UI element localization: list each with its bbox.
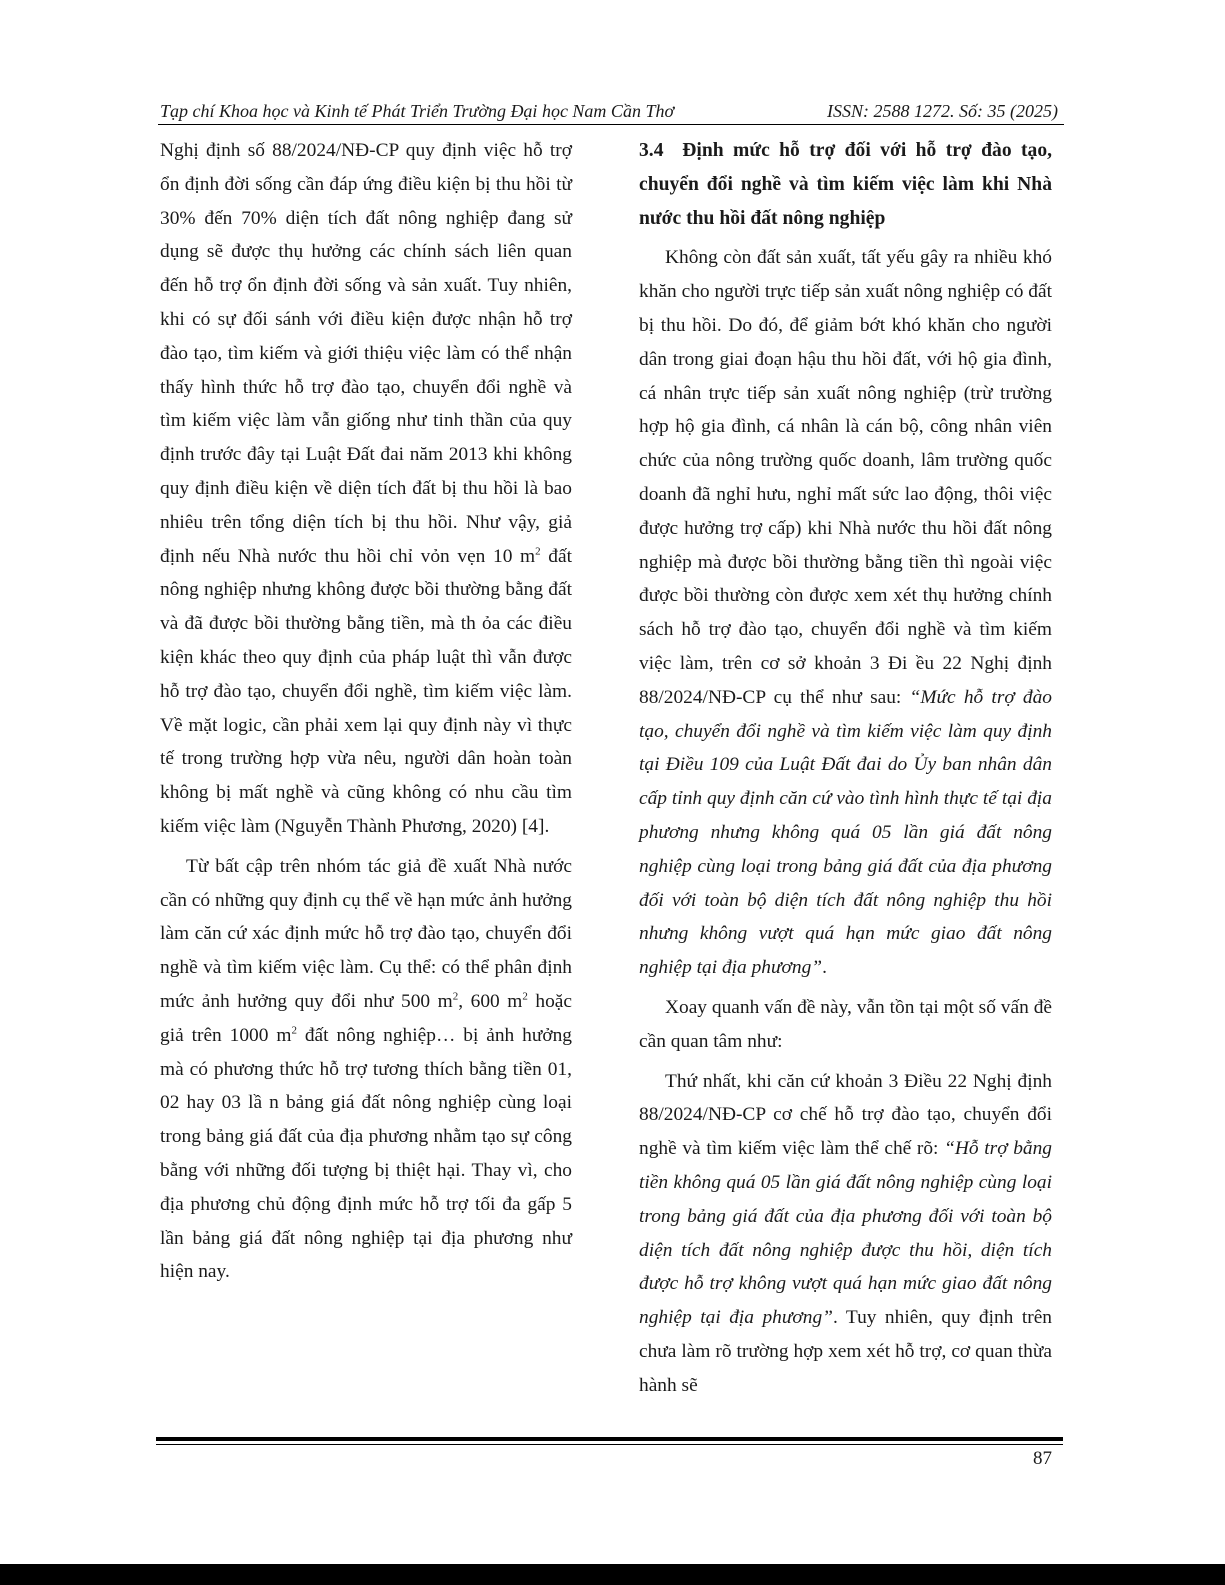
right-column xyxy=(639,134,1052,1402)
issn-issue: ISSN: 2588 1272. Số: 35 (2025) xyxy=(827,101,1058,121)
quote-decree-clause-3: “Hỗ trợ bằng tiền không quá 05 lần giá đất nông nghiệp cùng loại trong bảng giá đất của địa phương đối với toàn bộ diện tích đất nông nghiệp được thu hồi, diện tích được hỗ trợ không vượt quá hạn mức giao đất nông nghiệp tại địa phương” xyxy=(639,1138,1052,1329)
section-heading xyxy=(639,134,1052,235)
header-rule xyxy=(158,124,1064,125)
left-column xyxy=(160,134,572,1289)
footer-rule-thick xyxy=(156,1437,1063,1441)
left-paragraph-1: Nghị định số 88/2024/NĐ-CP quy định việc hỗ trợ ổn định đời sống cần đáp ứng điều kiện bị thu hồi từ 30% đến 70% diện tích đất nông nghiệp đang sử dụng sẽ được thụ hưởng các chính sách liên quan đến hỗ trợ ổn định đời sống và sản xuất. Tuy nhiên, khi có sự đối sánh với điều kiện được nhận hỗ trợ đào tạo, tìm kiếm và giới thiệu việc làm có thể nhận thấy hình thức hỗ trợ đào tạo, chuyển đổi nghề và tìm kiếm việc làm vẫn giống như tinh thần của quy định trước đây tại Luật Đất đai năm 2013 khi không quy định điều kiện về diện tích đất bị thu hồi là bao nhiêu trên tổng diện tích bị thu hồi. Như vậy, giả định nếu Nhà nước thu hồi chỉ vỏn vẹn 10 $m^2$ đất nông nghiệp nhưng không được bồi thường bằng đất và đã được bồi thường bằng tiền, mà th ỏa các điều kiện khác theo quy định của pháp luật thì vẫn được hỗ trợ đào tạo, chuyển đổi nghề, tìm kiếm việc làm. Về mặt logic, cần phải xem lại quy định này vì thực tế trong trường hợp vừa nêu, người dân hoàn toàn không bị mất nghề và cũng không có nhu cầu tìm kiếm việc làm (Nguyễn Thành Phương, 2020) [4]. xyxy=(160,140,572,837)
section-title: Định mức hỗ trợ đối với hỗ trợ đào tạo, chuyển đổi nghề và tìm kiếm việc làm khi Nhà nước thu hồi đất nông nghiệp xyxy=(639,140,1053,229)
footer-rule-thin xyxy=(156,1444,1063,1445)
scan-edge-strip xyxy=(0,1564,1225,1585)
section-number: 3.4 xyxy=(639,140,664,161)
right-paragraph-1: Không còn đất sản xuất, tất yếu gây ra nhiều khó khăn cho người trực tiếp sản xuất nông nghiệp có đất bị thu hồi. Do đó, để giảm bớt khó khăn cho người dân trong giai đoạn hậu thu hồi đất, với hộ gia đình, cá nhân trực tiếp sản xuất nông nghiệp (trừ trường hợp hộ gia đình, cá nhân là cán bộ, công nhân viên chức của nông trường quốc doanh, lâm trường quốc doanh đã nghỉ hưu, nghỉ mất sức lao động, thôi việc được hưởng trợ cấp) khi Nhà nước thu hồi đất nông nghiệp mà được bồi thường bằng tiền thì ngoài việc được bồi thường còn được xem xét thụ hưởng chính sách hỗ trợ đào tạo, chuyển đổi nghề và tìm kiếm việc làm, trên cơ sở khoản 3 Đi ều 22 Nghị định 88/2024/NĐ-CP cụ thể như sau: “Mức hỗ trợ đào tạo, chuyển đổi nghề và tìm kiếm việc làm quy định tại Điều 109 của Luật Đất đai do Ủy ban nhân dân cấp tỉnh quy định căn cứ vào tình hình thực tế tại địa phương nhưng không quá 05 lần giá đất nông nghiệp cùng loại trong bảng giá đất của địa phương đối với toàn bộ diện tích đất nông nghiệp thu hồi nhưng không vượt quá hạn mức giao đất nông nghiệp tại địa phương”. xyxy=(639,247,1053,979)
right-paragraph-2: Xoay quanh vấn đề này, vẫn tồn tại một số vấn đề cần quan tâm như: xyxy=(639,996,1052,1052)
page-number: 87 xyxy=(1033,1448,1052,1469)
running-header xyxy=(158,98,1064,124)
right-paragraph-3: Thứ nhất, khi căn cứ khoản 3 Điều 22 Nghị định 88/2024/NĐ-CP cơ chế hỗ trợ đào tạo, chuyển đổi nghề và tìm kiếm việc làm thể chế rõ: “Hỗ trợ bằng tiền không quá 05 lần giá đất nông nghiệp cùng loại trong bảng giá đất của địa phương đối với toàn bộ diện tích đất nông nghiệp được thu hồi, diện tích được hỗ trợ không vượt quá hạn mức giao đất nông nghiệp tại địa phương”. Tuy nhiên, quy định trên chưa làm rõ trường hợp xem xét hỗ trợ, cơ quan thừa hành sẽ xyxy=(639,1070,1052,1396)
quote-decree-article-109: “Mức hỗ trợ đào tạo, chuyển đổi nghề và tìm kiếm việc làm quy định tại Điều 109 của Luật Đất đai do Ủy ban nhân dân cấp tỉnh quy định căn cứ vào tình hình thực tế tại địa phương nhưng không quá 05 lần giá đất nông nghiệp cùng loại trong bảng giá đất của địa phương đối với toàn bộ diện tích đất nông nghiệp thu hồi nhưng không vượt quá hạn mức giao đất nông nghiệp tại địa phương” xyxy=(639,686,1053,979)
journal-title: Tạp chí Khoa học và Kinh tế Phát Triển Trường Đại học Nam Cần Thơ xyxy=(160,101,675,121)
left-paragraph-2: Từ bất cập trên nhóm tác giả đề xuất Nhà nước cần có những quy định cụ thể về hạn mức ảnh hưởng làm căn cứ xác định mức hỗ trợ đào tạo, chuyển đổi nghề và tìm kiếm việc làm. Cụ thể: có thể phân định mức ảnh hưởng quy đổi như 500 $m^2$, 600 $m^2$ hoặc giả trên 1000 $m^2$ đất nông nghiệp… bị ảnh hưởng mà có phương thức hỗ trợ tương thích bằng tiền 01, 02 hay 03 lầ n bảng giá đất nông nghiệp cùng loại trong bảng giá đất của địa phương nhằm tạo sự công bằng với những đối tượng bị thiệt hại. Thay vì, cho địa phương chủ động định mức hỗ trợ tối đa gấp 5 lần bảng giá đất nông nghiệp tại địa phương như hiện nay. xyxy=(160,855,573,1283)
